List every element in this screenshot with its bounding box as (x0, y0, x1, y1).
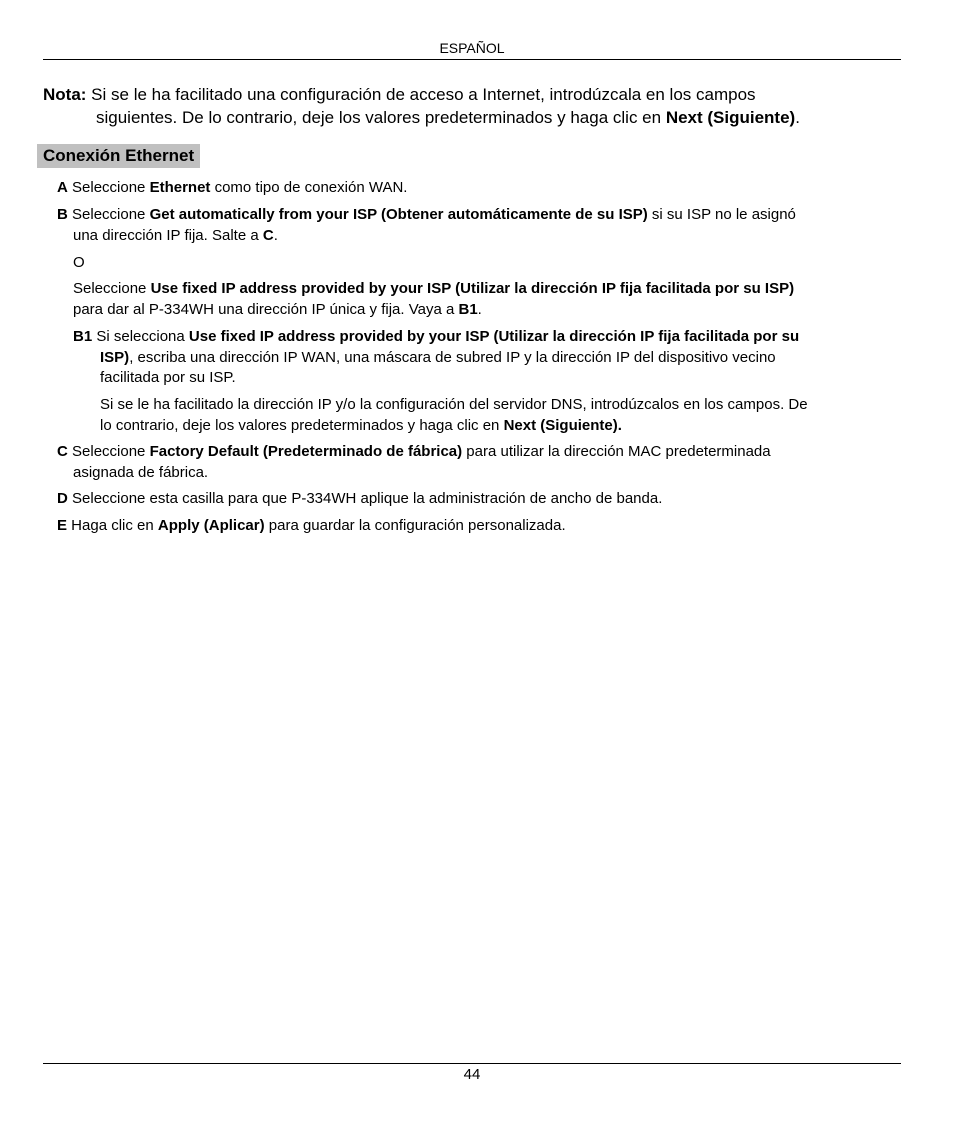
step-text: para guardar la configuración personalizada. (264, 517, 566, 534)
step-line (100, 416, 808, 437)
step-b-alternative (73, 279, 794, 320)
step-letter: D (57, 490, 68, 507)
step-c (57, 442, 771, 483)
step-letter: A (57, 179, 68, 196)
step-text: . (273, 226, 278, 244)
step-line (73, 279, 794, 300)
step-a (57, 178, 407, 199)
step-text: Seleccione (73, 280, 151, 297)
note-line-2 (43, 106, 903, 129)
page-header-title: ESPAÑOL (439, 40, 505, 56)
step-text: Seleccione (67, 443, 150, 460)
step-text: Seleccione esta casilla para que P-334WH aplique la administración de ancho de banda. (67, 490, 663, 507)
step-text: como tipo de conexión WAN. (210, 179, 408, 196)
step-bold-text: B1 (458, 300, 478, 318)
step-line (73, 300, 794, 321)
note-text-1: Si se le ha facilitado una configuración de acceso a Internet, introdúzcala en los campos (86, 85, 756, 104)
step-bold-text: C (262, 226, 274, 244)
note-next-button-ref: Next (Siguiente) (665, 108, 796, 127)
step-letter: C (57, 443, 68, 460)
step-line: asignada de fábrica. (73, 463, 209, 481)
step-text: una dirección IP fija. Salte a (73, 226, 263, 244)
step-line (73, 327, 799, 348)
section-heading: Conexión Ethernet (37, 144, 200, 168)
step-bold-text: Apply (Aplicar) (157, 517, 265, 534)
step-line (57, 226, 796, 247)
step-letter: B1 (73, 328, 93, 345)
step-b (57, 205, 796, 246)
footer-rule (43, 1063, 901, 1064)
step-text: Si selecciona (92, 328, 189, 345)
step-letter: B (57, 206, 68, 223)
step-text: Haga clic en (67, 517, 158, 534)
step-text: para utilizar la dirección MAC predeterminada (462, 443, 771, 460)
step-bold-text: Get automatically from your ISP (Obtener automáticamente de su ISP) (149, 206, 648, 223)
note-line-1 (43, 83, 903, 106)
note-label: Nota: (43, 85, 87, 104)
step-bold-text: Use fixed IP address provided by your ISP (Utilizar la dirección IP fija facilitada por su (188, 328, 800, 345)
step-e (57, 516, 566, 537)
step-bold-text: Factory Default (Predeterminado de fábrica) (149, 443, 463, 460)
step-text: . (477, 300, 482, 318)
step-text: Seleccione (67, 206, 150, 223)
step-or: O (73, 254, 85, 271)
step-text: para dar al P-334WH una dirección IP única y fija. Vaya a (73, 300, 459, 318)
step-text: Seleccione (67, 179, 150, 196)
step-text: si su ISP no le asignó (647, 206, 796, 223)
step-bold-text: Use fixed IP address provided by your ISP (Utilizar la dirección IP fija facilitada por su ISP) (150, 280, 795, 297)
step-letter: E (57, 517, 68, 534)
step-d (57, 489, 662, 510)
step-bold-text: Next (Siguiente). (503, 416, 622, 434)
step-line (57, 205, 796, 226)
page-number: 44 (463, 1066, 481, 1083)
note-block (43, 83, 903, 129)
step-line: Si se le ha facilitado la dirección IP y/o la configuración del servidor DNS, introdúzcalos en los campos. De (100, 396, 808, 413)
step-bold-text: Ethernet (149, 179, 211, 196)
step-text: lo contrario, deje los valores predeterminados y haga clic en (100, 416, 504, 434)
step-b1-paragraph-2 (100, 395, 808, 436)
step-text: , escriba una dirección IP WAN, una máscara de subred IP y la dirección IP del dispositivo vecino (129, 348, 776, 366)
step-b1 (73, 327, 799, 389)
step-line (73, 348, 799, 369)
step-bold-text: ISP) (100, 348, 130, 366)
step-line: facilitada por su ISP. (100, 369, 236, 386)
note-text-2: siguientes. De lo contrario, deje los valores predeterminados y haga clic en (96, 108, 666, 127)
header-rule (43, 59, 901, 60)
step-line (57, 442, 771, 463)
note-text-end: . (795, 108, 800, 127)
